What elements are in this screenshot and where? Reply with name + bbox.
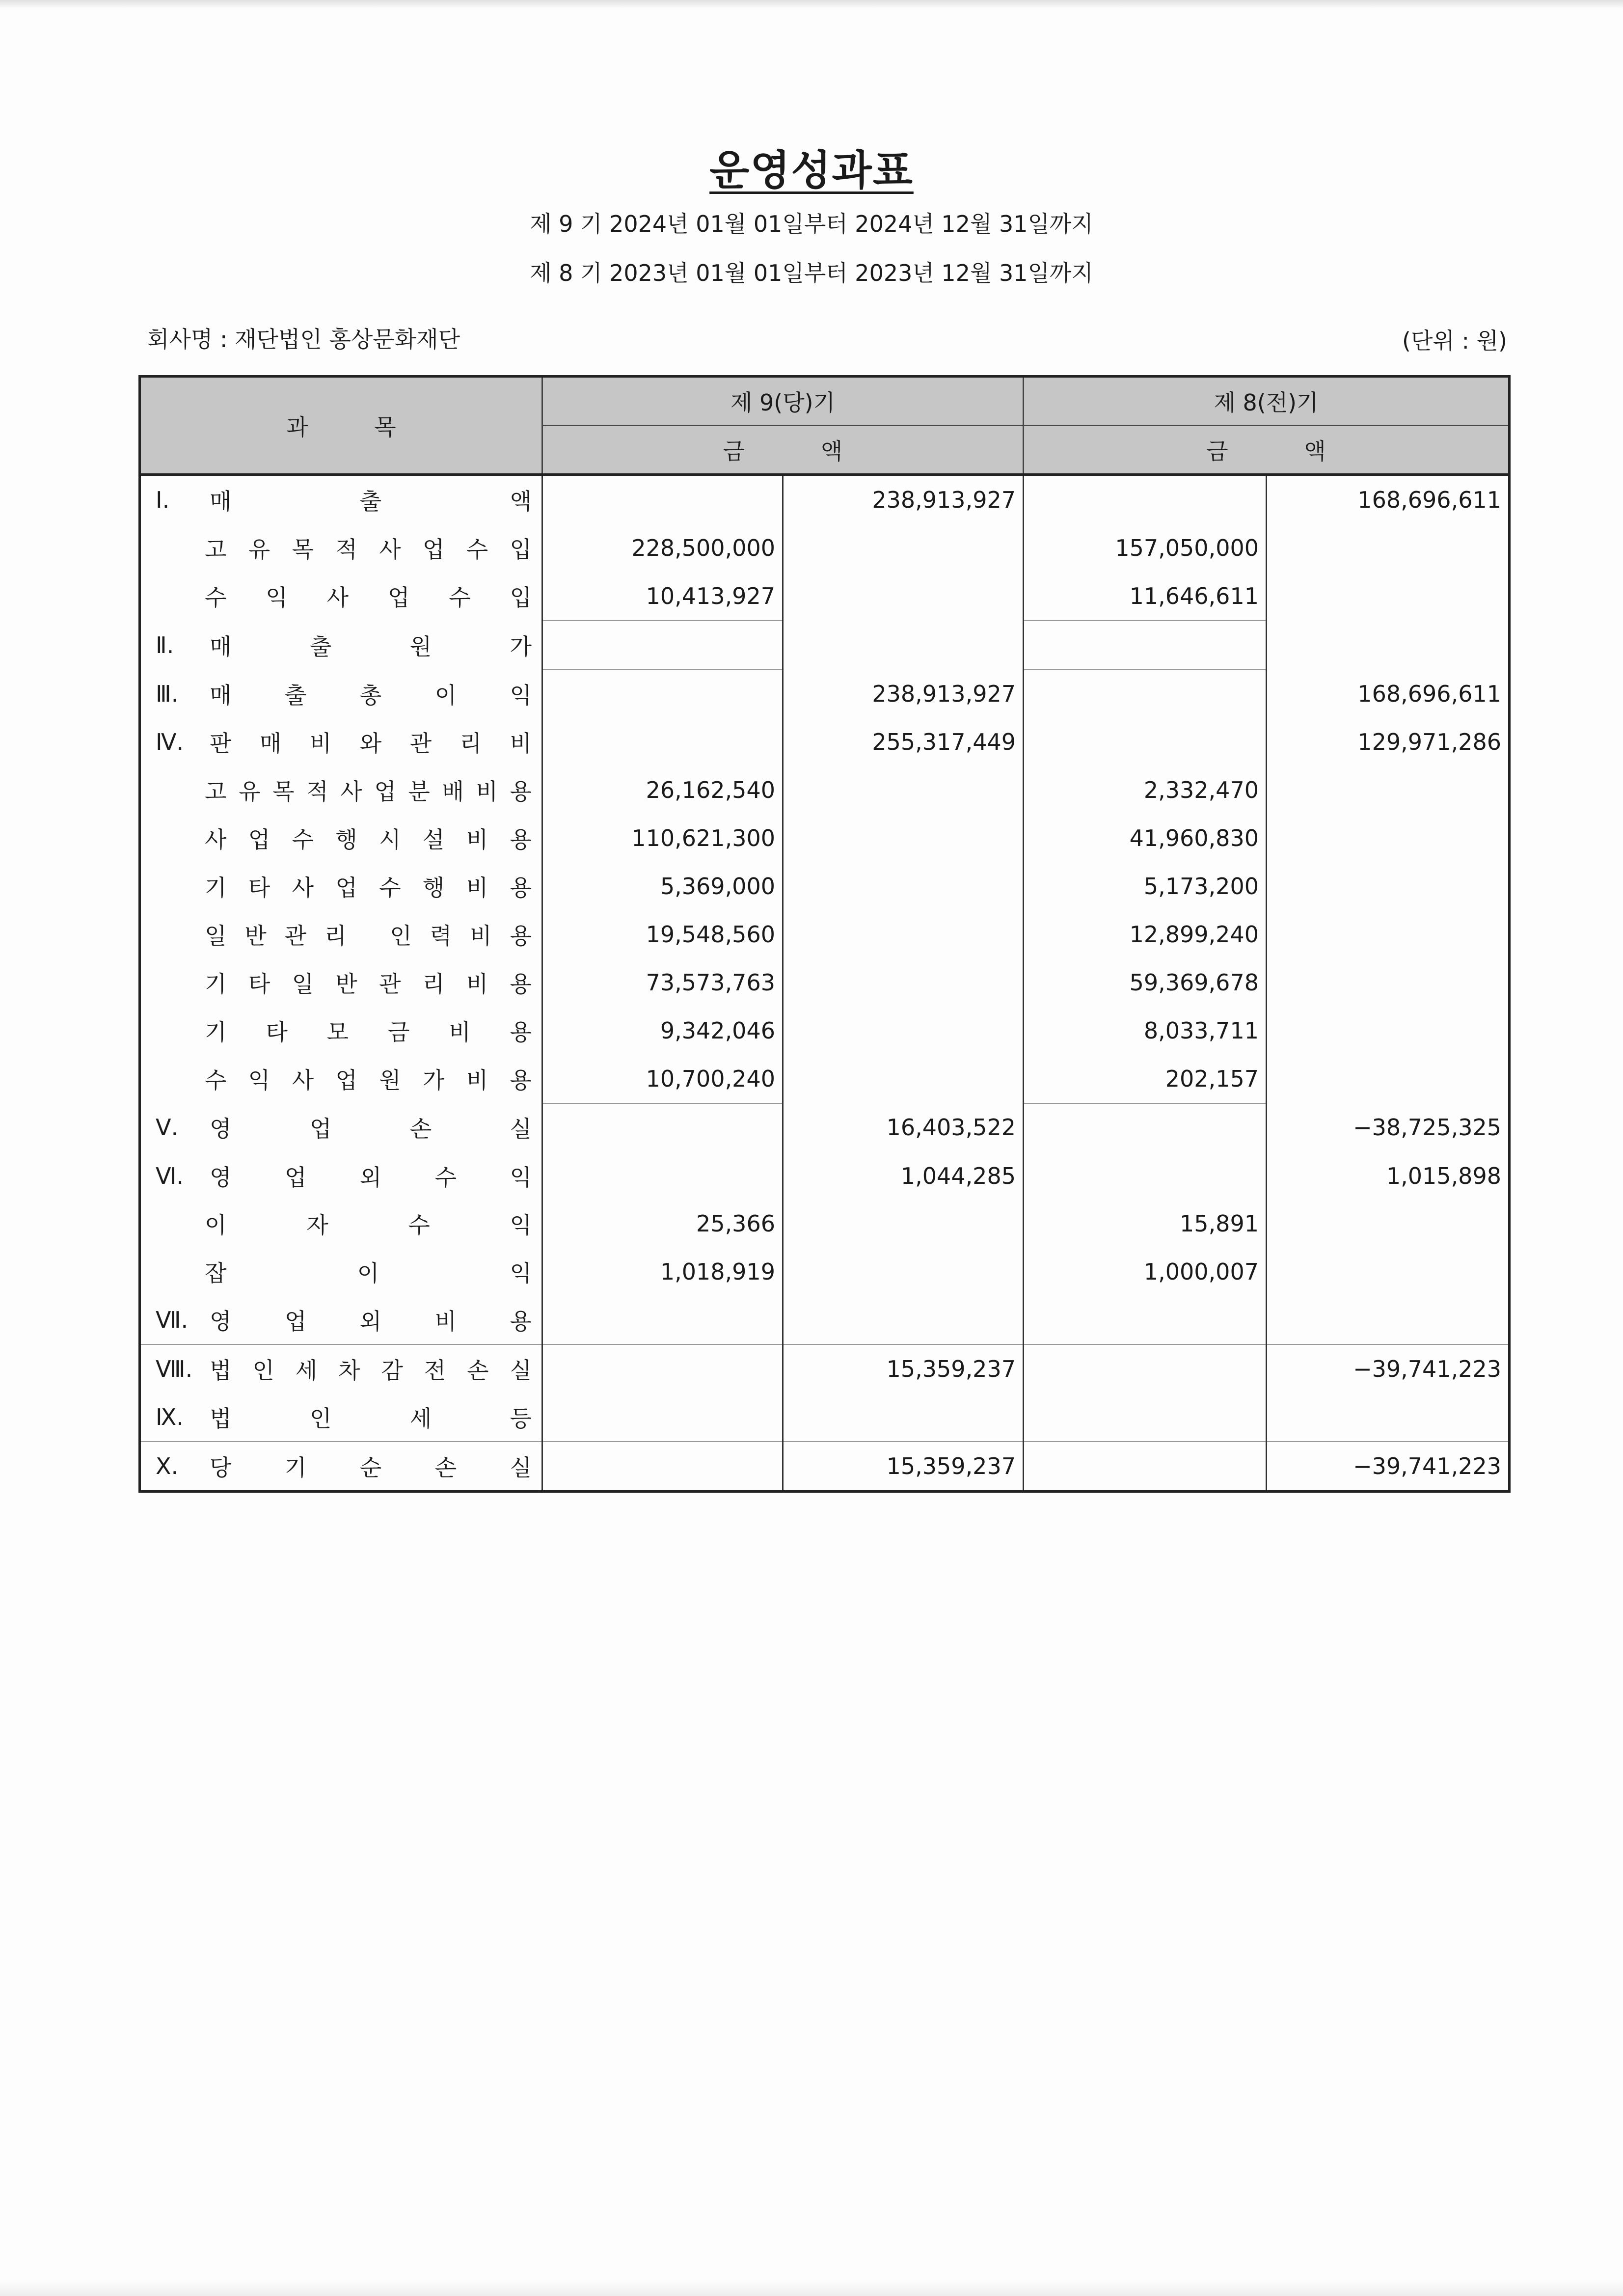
table-body [140,475,1510,1492]
account-name: 매 출 원 가 [210,633,532,660]
current-total-amount [783,958,1024,1007]
current-detail-amount: 228,500,000 [542,524,783,572]
table-row [140,862,1510,910]
roman-numeral: Ⅴ. [156,1114,179,1141]
row-label [140,910,542,958]
row-label [140,1200,542,1248]
current-detail-amount [542,1442,783,1492]
prior-detail-amount [1024,621,1267,670]
prior-detail-amount [1024,1152,1267,1200]
table-row [140,1007,1510,1055]
current-detail-amount [542,1103,783,1152]
prior-total-amount [1267,1055,1510,1103]
row-label [140,718,542,766]
prior-total-amount: −38,725,325 [1267,1103,1510,1152]
current-total-amount: 1,044,285 [783,1152,1024,1200]
current-total-amount [783,1296,1024,1344]
current-detail-amount: 9,342,046 [542,1007,783,1055]
prior-total-amount: 129,971,286 [1267,718,1510,766]
prior-total-amount [1267,1248,1510,1296]
table-row [140,1200,1510,1248]
prior-detail-amount [1024,475,1267,524]
prior-total-amount: 168,696,611 [1267,670,1510,718]
roman-numeral: Ⅵ. [156,1162,184,1189]
current-detail-amount: 10,700,240 [542,1055,783,1103]
roman-numeral: Ⅶ. [156,1307,189,1334]
roman-numeral: Ⅸ. [156,1404,184,1430]
row-label [140,1248,542,1296]
current-total-amount: 16,403,522 [783,1103,1024,1152]
prior-detail-amount: 1,000,007 [1024,1248,1267,1296]
current-detail-amount: 73,573,763 [542,958,783,1007]
prior-detail-amount [1024,1296,1267,1344]
account-name: 당 기 순 손 실 [210,1454,532,1481]
account-name: 법 인 세 등 [210,1405,532,1432]
account-name: 법 인 세 차 감 전 손 실 [210,1357,532,1384]
row-label [140,766,542,814]
table-row [140,910,1510,958]
current-total-amount: 15,359,237 [783,1442,1024,1492]
prior-detail-amount [1024,1103,1267,1152]
current-detail-amount: 110,621,300 [542,814,783,862]
scan-edge-top [0,0,1623,9]
row-label [140,814,542,862]
prior-total-amount: 1,015,898 [1267,1152,1510,1200]
row-label [140,1344,542,1393]
table-row [140,572,1510,621]
account-name: 기 타 일 반 관 리 비 용 [205,970,532,997]
prior-total-amount [1267,1296,1510,1344]
prior-detail-amount: 59,369,678 [1024,958,1267,1007]
roman-numeral: Ⅳ. [156,729,184,756]
table-row [140,1103,1510,1152]
current-total-amount [783,621,1024,670]
current-total-amount [783,572,1024,621]
current-detail-amount [542,1393,783,1442]
table-row [140,621,1510,670]
row-label [140,572,542,621]
prior-detail-amount: 12,899,240 [1024,910,1267,958]
prior-total-amount [1267,524,1510,572]
prior-total-amount: 168,696,611 [1267,475,1510,524]
row-label [140,958,542,1007]
account-name: 사 업 수 행 시 설 비 용 [205,826,532,853]
prior-total-amount [1267,1007,1510,1055]
current-total-amount [783,814,1024,862]
prior-total-amount [1267,862,1510,910]
header-subject: 과 목 [140,377,542,475]
row-label [140,621,542,670]
table-row [140,1344,1510,1393]
current-total-amount [783,766,1024,814]
current-total-amount: 238,913,927 [783,670,1024,718]
prior-detail-amount [1024,670,1267,718]
account-name: 기 타 모 금 비 용 [205,1018,532,1045]
current-total-amount [783,1393,1024,1442]
document-title: 운영성과표 [709,146,914,194]
current-detail-amount [542,670,783,718]
account-name: 기 타 사 업 수 행 비 용 [205,875,532,902]
table-row [140,766,1510,814]
row-label [140,1103,542,1152]
row-label [140,1055,542,1103]
prior-total-amount [1267,621,1510,670]
current-detail-amount: 19,548,560 [542,910,783,958]
account-name: 영 업 손 실 [210,1116,532,1143]
current-total-amount [783,1007,1024,1055]
current-detail-amount [542,621,783,670]
current-total-amount: 255,317,449 [783,718,1024,766]
period-current: 제 9 기 2024년 01월 01일부터 2024년 12월 31일까지 [530,211,1093,237]
header-prior-amount: 금 액 [1024,426,1510,475]
current-total-amount [783,1055,1024,1103]
prior-total-amount: −39,741,223 [1267,1344,1510,1393]
prior-detail-amount [1024,1442,1267,1492]
account-name: 고 유 목 적 사 업 분 배 비 용 [205,778,532,805]
current-total-amount [783,862,1024,910]
account-name: 매 출 액 [210,488,532,515]
period-prior: 제 8 기 2023년 01월 01일부터 2023년 12월 31일까지 [530,260,1093,286]
prior-total-amount [1267,958,1510,1007]
prior-detail-amount: 8,033,711 [1024,1007,1267,1055]
current-total-amount [783,1200,1024,1248]
table-row [140,1296,1510,1344]
account-name: 잡 이 익 [205,1260,532,1287]
current-total-amount [783,524,1024,572]
prior-detail-amount: 5,173,200 [1024,862,1267,910]
row-label [140,1007,542,1055]
current-detail-amount [542,1152,783,1200]
row-label [140,862,542,910]
table-row [140,1055,1510,1103]
account-name: 영 업 외 수 익 [210,1164,532,1191]
current-total-amount [783,1248,1024,1296]
account-name: 매 출 총 이 익 [210,682,532,709]
table-row [140,670,1510,718]
header-current-period: 제 9(당)기 [542,377,1024,426]
prior-detail-amount [1024,1344,1267,1393]
row-label [140,475,542,524]
account-name: 영 업 외 비 용 [210,1308,532,1335]
current-detail-amount: 25,366 [542,1200,783,1248]
roman-numeral: Ⅱ. [156,631,174,658]
current-detail-amount [542,475,783,524]
prior-total-amount [1267,1393,1510,1442]
prior-total-amount [1267,766,1510,814]
prior-detail-amount [1024,1393,1267,1442]
table-row [140,524,1510,572]
table-row [140,1442,1510,1492]
table-row [140,1152,1510,1200]
company-name: 회사명 : 재단법인 홍상문화재단 [147,326,460,353]
prior-detail-amount: 41,960,830 [1024,814,1267,862]
prior-total-amount [1267,814,1510,862]
row-label [140,1393,542,1442]
current-detail-amount [542,1296,783,1344]
prior-total-amount [1267,910,1510,958]
header-prior-period: 제 8(전)기 [1024,377,1510,426]
account-name: 수 익 사 업 원 가 비 용 [205,1067,532,1094]
roman-numeral: Ⅰ. [156,486,170,513]
current-detail-amount: 1,018,919 [542,1248,783,1296]
operating-results-table [138,375,1511,1493]
table-row [140,718,1510,766]
table-row [140,475,1510,524]
current-total-amount: 238,913,927 [783,475,1024,524]
row-label [140,670,542,718]
account-name: 일 반 관 리 인 력 비 용 [205,923,532,950]
table-row [140,1248,1510,1296]
row-label [140,524,542,572]
prior-detail-amount [1024,718,1267,766]
current-detail-amount: 5,369,000 [542,862,783,910]
current-total-amount [783,910,1024,958]
unit-label: (단위 : 원) [1402,328,1507,354]
prior-total-amount [1267,572,1510,621]
prior-total-amount [1267,1200,1510,1248]
table-row [140,958,1510,1007]
table-row [140,1393,1510,1442]
prior-detail-amount: 11,646,611 [1024,572,1267,621]
row-label [140,1442,542,1492]
prior-detail-amount: 157,050,000 [1024,524,1267,572]
current-detail-amount: 26,162,540 [542,766,783,814]
prior-detail-amount: 2,332,470 [1024,766,1267,814]
account-name: 수 익 사 업 수 입 [205,584,532,611]
current-detail-amount [542,718,783,766]
header-current-amount: 금 액 [542,426,1024,475]
row-label [140,1296,542,1344]
account-name: 판 매 비 와 관 리 비 [210,730,532,757]
roman-numeral: Ⅷ. [156,1356,193,1383]
prior-total-amount: −39,741,223 [1267,1442,1510,1492]
table-row [140,814,1510,862]
current-detail-amount: 10,413,927 [542,572,783,621]
roman-numeral: Ⅹ. [156,1452,179,1479]
account-name: 고 유 목 적 사 업 수 입 [205,536,532,563]
account-name: 이 자 수 익 [205,1212,532,1239]
prior-detail-amount: 202,157 [1024,1055,1267,1103]
row-label [140,1152,542,1200]
scan-edge-bottom [0,2281,1623,2296]
roman-numeral: Ⅲ. [156,681,179,708]
prior-detail-amount: 15,891 [1024,1200,1267,1248]
current-total-amount: 15,359,237 [783,1344,1024,1393]
current-detail-amount [542,1344,783,1393]
